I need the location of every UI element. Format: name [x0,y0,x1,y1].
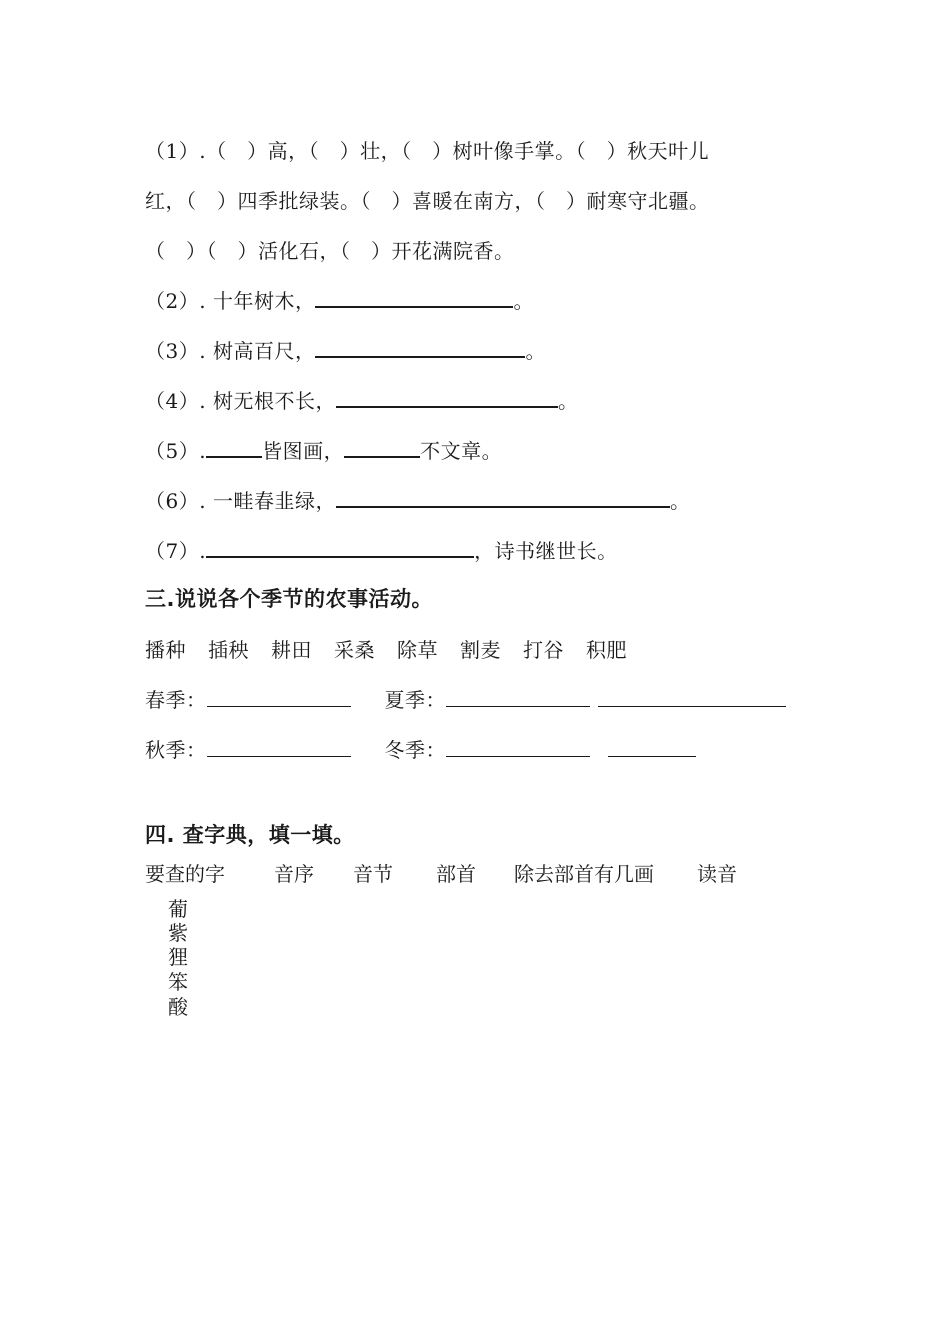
q2-blank[interactable] [315,290,513,308]
q4-blank[interactable] [336,390,558,408]
activity-item: 采桑 [334,638,375,662]
section4-title: 四. 查字典，填一填。 [145,823,355,847]
q7-line [145,537,618,565]
autumn-label: 秋季： [145,738,207,762]
lookup-char: 酸 [168,995,188,1019]
q3-blank[interactable] [315,340,525,358]
season-row-1 [145,686,786,714]
q1-line3: （ ）（ ）活化石，（ ）开花满院香。 [145,239,515,263]
q5-line [145,437,502,465]
activity-item: 插秧 [208,638,249,662]
lookup-char: 笨 [168,970,188,994]
q2-suffix: 。 [513,289,534,313]
activity-item: 割麦 [460,638,501,662]
activity-item: 除草 [397,638,438,662]
q4-suffix: 。 [557,389,579,413]
q5-prefix: （5）. [145,439,207,463]
q7-blank[interactable] [206,540,474,558]
q1-line1: （1）.（ ）高，（ ）壮，（ ）树叶像手掌。（ ）秋天叶儿 [145,139,710,163]
header-yinjie: 音节 [353,862,393,886]
lookup-char: 狸 [168,945,188,969]
winter-label: 冬季： [384,738,446,762]
summer-blank-1[interactable] [446,690,590,707]
q7-suffix: ，诗书继世长。 [474,539,618,563]
q5-suffix: 不文章。 [420,439,503,463]
q3-suffix: 。 [525,339,546,363]
lookup-char: 紫 [168,921,188,945]
q6-line [145,487,690,515]
q2-line [145,287,534,315]
activity-list [145,636,627,664]
q6-prefix: （6）. 一畦春韭绿， [145,489,336,513]
spring-blank[interactable] [207,690,351,707]
q4-line [145,387,578,415]
q5-blank-1[interactable] [206,440,262,458]
q6-suffix: 。 [669,489,691,513]
q5-middle: 皆图画， [262,439,345,463]
header-bushou: 部首 [436,862,476,886]
q3-line [145,337,546,365]
q7-prefix: （7）. [145,539,207,563]
spring-label: 春季： [145,688,207,712]
header-duyin: 读音 [697,862,737,886]
activity-item: 播种 [145,638,186,662]
header-strokes: 除去部首有几画 [514,862,654,886]
q3-prefix: （3）. 树高百尺， [145,339,316,363]
summer-label: 夏季： [384,688,446,712]
activity-item: 积肥 [586,638,627,662]
autumn-blank[interactable] [207,740,351,757]
activity-item: 打谷 [523,638,564,662]
header-char: 要查的字 [145,862,225,886]
season-row-2 [145,736,696,764]
q5-blank-2[interactable] [344,440,420,458]
q2-prefix: （2）. 十年树木， [145,289,316,313]
activity-item: 耕田 [271,638,312,662]
winter-blank-1[interactable] [446,740,590,757]
q4-prefix: （4）. 树无根不长， [145,389,336,413]
summer-blank-2[interactable] [598,690,786,707]
q6-blank[interactable] [336,490,670,508]
q1-line2: 红，（ ）四季批绿装。（ ）喜暖在南方，（ ）耐寒守北疆。 [145,189,710,213]
section3-title: 三.说说各个季节的农事活动。 [145,587,433,611]
header-yinxu: 音序 [274,862,314,886]
winter-blank-2[interactable] [608,740,696,757]
lookup-char: 葡 [168,897,188,921]
